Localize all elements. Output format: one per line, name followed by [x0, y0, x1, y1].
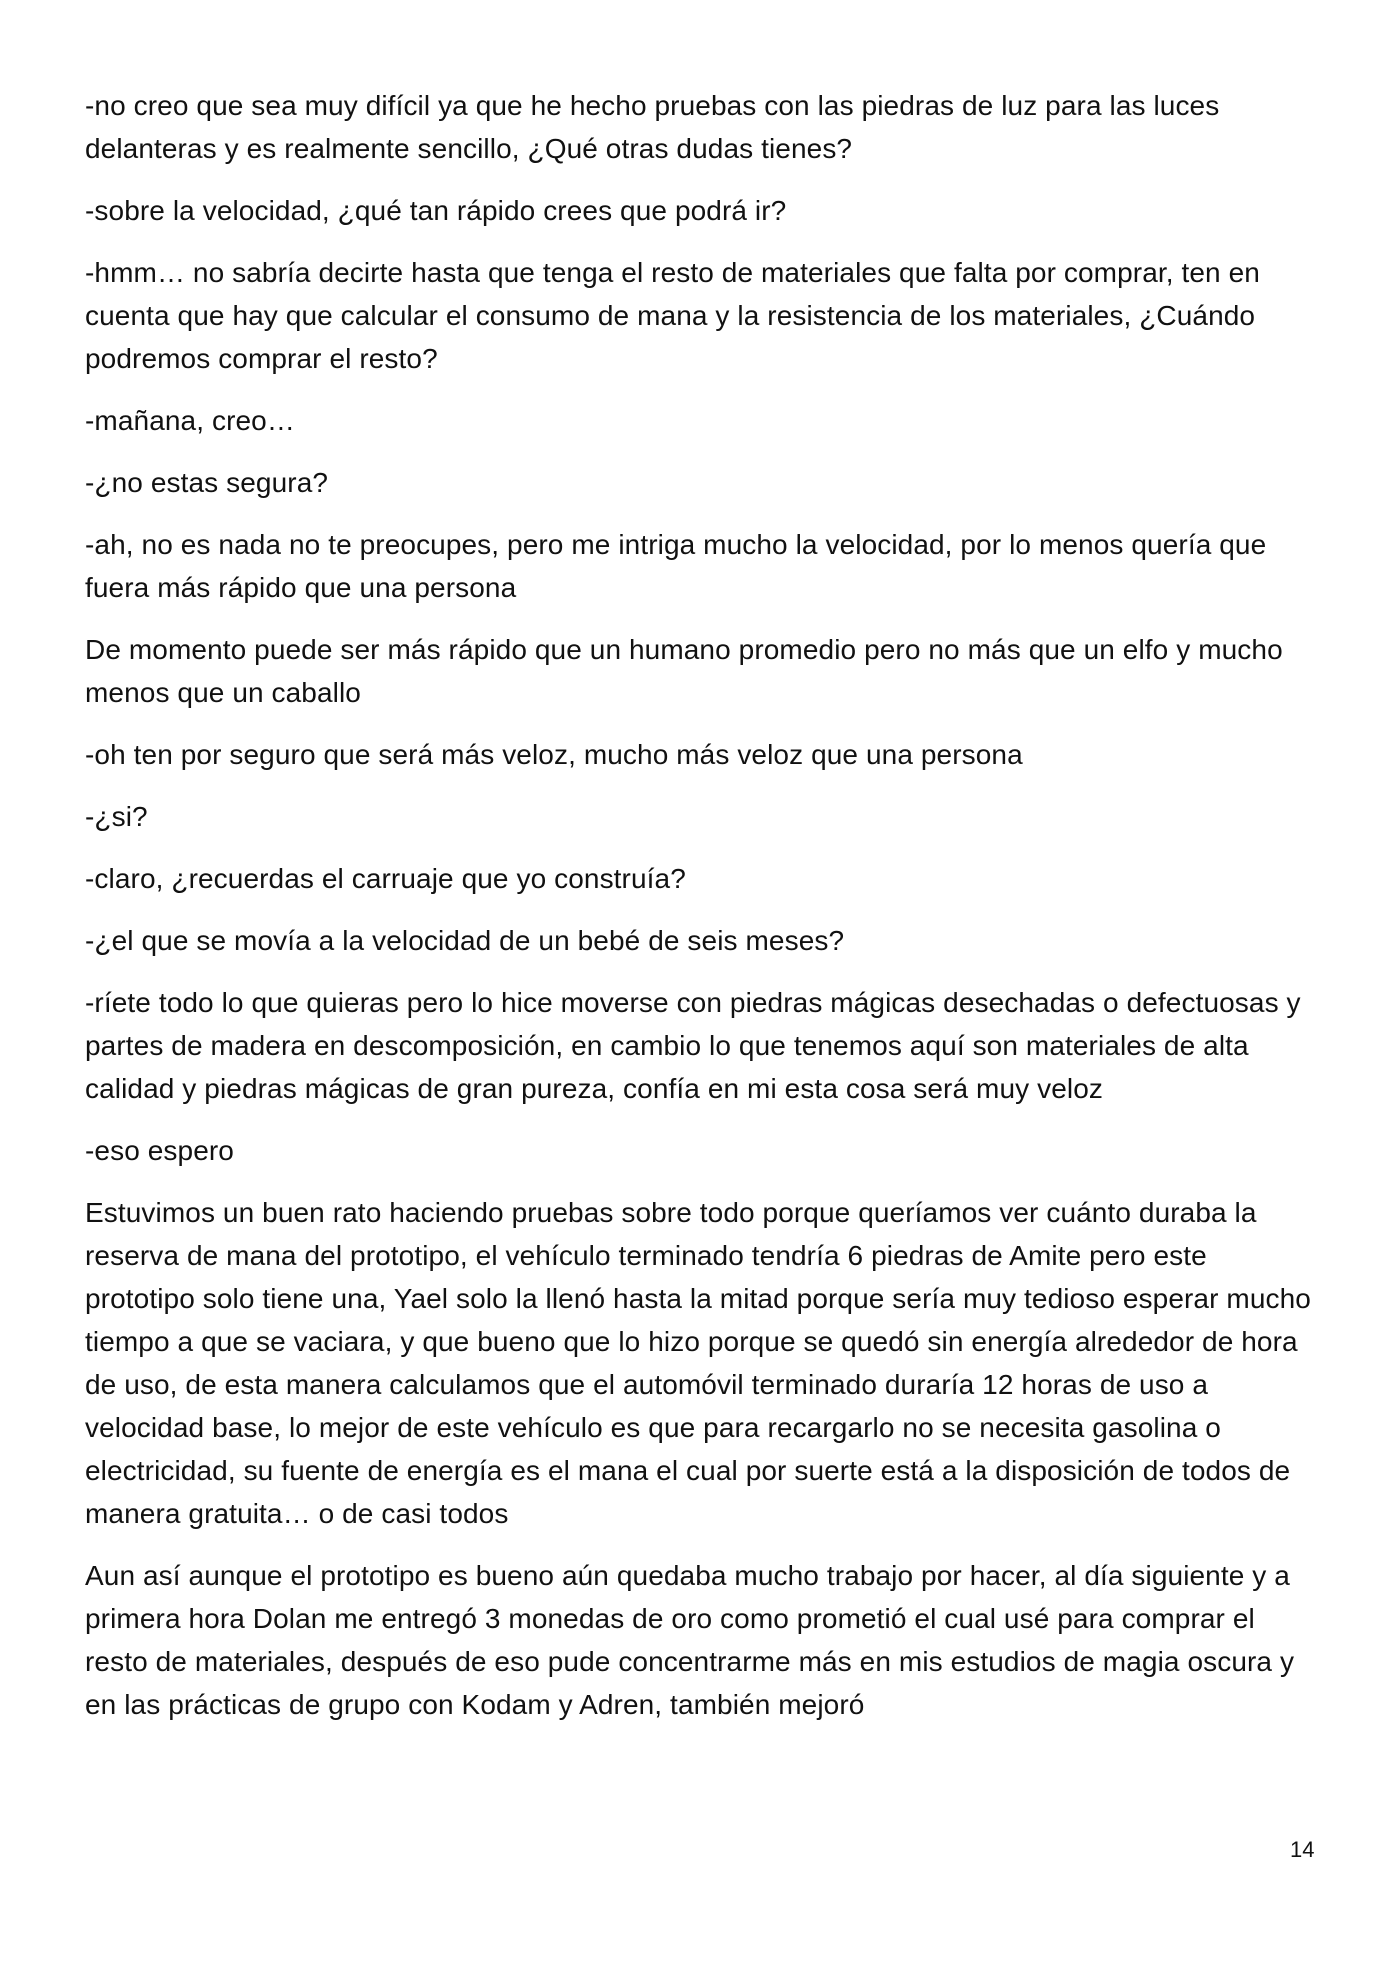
paragraph: -oh ten por seguro que será más veloz, mucho más veloz que una persona	[85, 739, 1023, 770]
paragraph: Aun así aunque el prototipo es bueno aún quedaba mucho trabajo por hacer, al día siguiente y a primera hora Dolan me entregó 3 monedas de oro como prometió el cual usé para comprar el resto de materiales, después de eso pude concentrarme más en mis estudios de magia oscura y en las prácticas de grupo con Kodam y Adren, también mejoró	[85, 1560, 1295, 1720]
paragraph: -mañana, creo…	[85, 405, 295, 436]
paragraph: -ah, no es nada no te preocupes, pero me intriga mucho la velocidad, por lo menos quería que fuera más rápido que una persona	[85, 529, 1267, 603]
paragraph: -¿si?	[85, 801, 148, 832]
paragraph: -hmm… no sabría decirte hasta que tenga el resto de materiales que falta por comprar, ten en cuenta que hay que calcular el consumo de mana y la resistencia de los materiales, ¿Cuándo podremos comprar el resto?	[85, 257, 1260, 374]
paragraph: -sobre la velocidad, ¿qué tan rápido crees que podrá ir?	[85, 195, 787, 226]
page-body	[85, 84, 1320, 1745]
paragraph: -¿el que se movía a la velocidad de un bebé de seis meses?	[85, 925, 845, 956]
paragraph: Estuvimos un buen rato haciendo pruebas sobre todo porque queríamos ver cuánto duraba la reserva de mana del prototipo, el vehículo terminado tendría 6 piedras de Amite pero este prototipo solo tiene una, Yael solo la llenó hasta la mitad porque sería muy tedioso esperar mucho tiempo a que se vaciara, y que bueno que lo hizo porque se quedó sin energía alrededor de hora de uso, de esta manera calculamos que el automóvil terminado duraría 12 horas de uso a velocidad base, lo mejor de este vehículo es que para recargarlo no se necesita gasolina o electricidad, su fuente de energía es el mana el cual por suerte está a la disposición de todos de manera gratuita… o de casi todos	[85, 1197, 1311, 1529]
paragraph: -claro, ¿recuerdas el carruaje que yo construía?	[85, 863, 686, 894]
paragraph: -no creo que sea muy difícil ya que he hecho pruebas con las piedras de luz para las luces delanteras y es realmente sencillo, ¿Qué otras dudas tienes?	[85, 90, 1220, 164]
paragraph: -¿no estas segura?	[85, 467, 329, 498]
paragraph: De momento puede ser más rápido que un humano promedio pero no más que un elfo y mucho menos que un caballo	[85, 634, 1283, 708]
paragraph: -eso espero	[85, 1135, 234, 1166]
page-number: 14	[1290, 1837, 1315, 1862]
paragraph: -ríete todo lo que quieras pero lo hice moverse con piedras mágicas desechadas o defectuosas y partes de madera en descomposición, en cambio lo que tenemos aquí son materiales de alta calidad y piedras mágicas de gran pureza, confía en mi esta cosa será muy veloz	[85, 987, 1301, 1104]
